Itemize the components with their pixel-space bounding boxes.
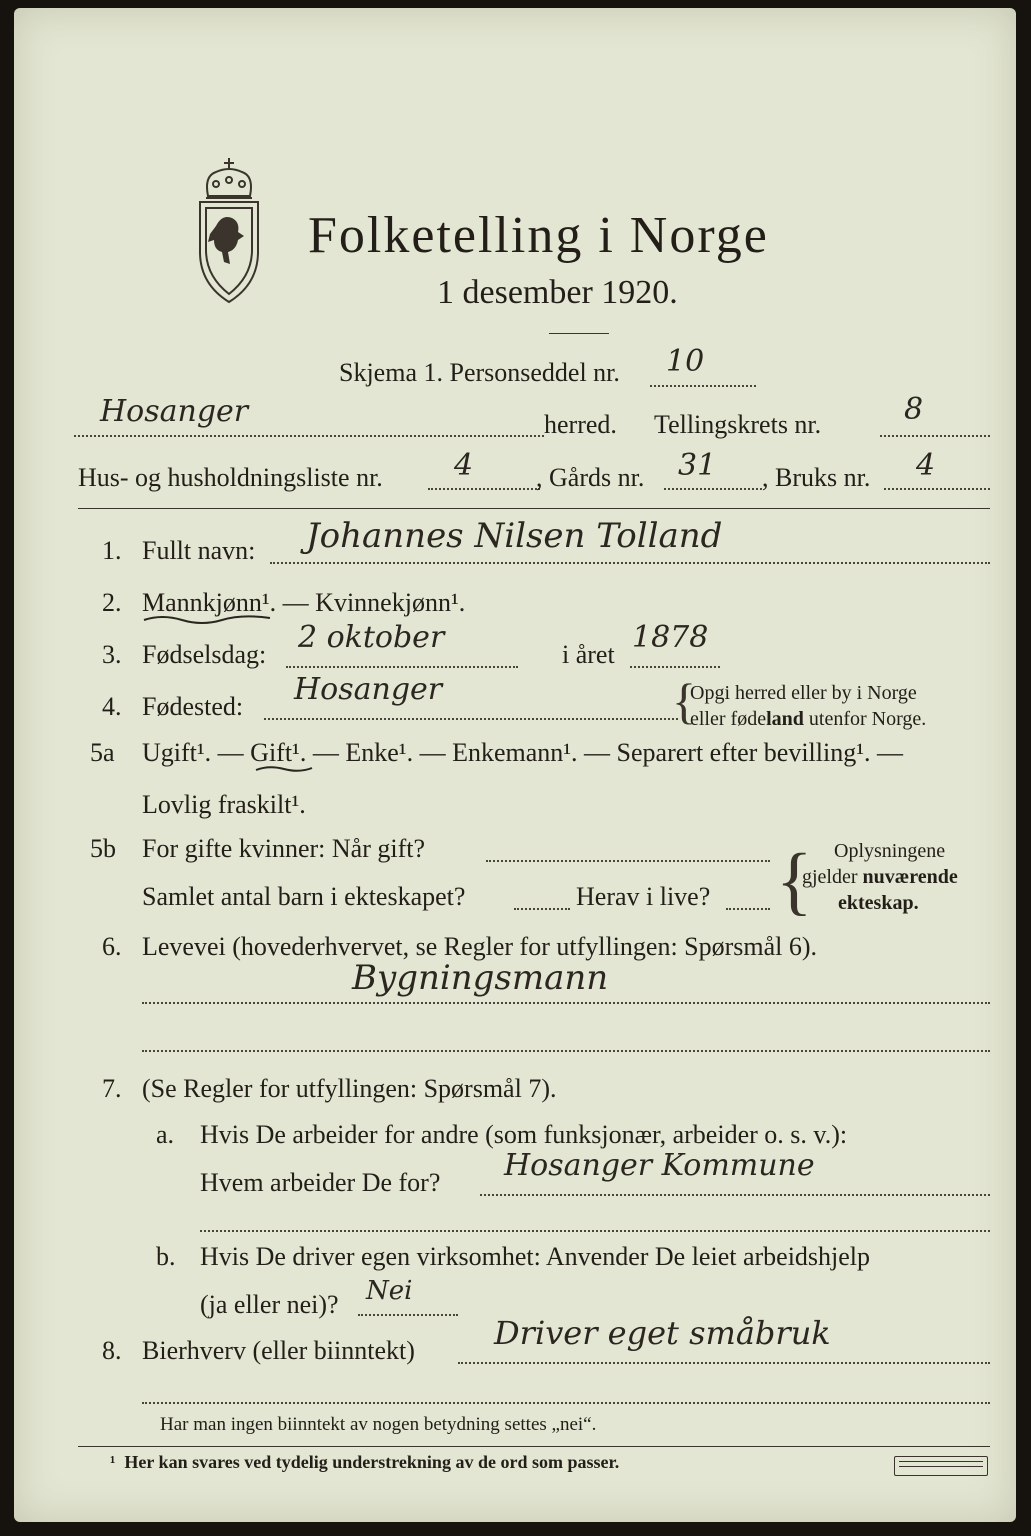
footnote: ¹ Her kan svares ved tydelig understrekning av de ord som passer. — [110, 1452, 620, 1472]
q7a-letter: a. — [156, 1120, 175, 1149]
q7-number: 7. — [102, 1074, 122, 1103]
skjema-label: Skjema 1. Personseddel nr. — [339, 358, 620, 387]
q7a-line1 — [480, 1194, 990, 1196]
bruks-line — [884, 488, 990, 490]
q4-brace: { — [672, 673, 696, 729]
q7b-label: Hvis De driver egen virksomhet: Anvender De leiet arbeidshjelp — [200, 1242, 871, 1271]
q7b-label2: (ja eller nei)? — [200, 1290, 339, 1319]
header-divider — [78, 508, 990, 509]
q1-number: 1. — [102, 536, 122, 565]
census-date: 1 desember 1920. — [437, 274, 678, 311]
hus-label: Hus- og husholdningsliste nr. — [78, 463, 383, 492]
q5b-number: 5b — [90, 834, 116, 863]
gift-underline-mark — [254, 764, 314, 774]
tellingskrets-label: Tellingskrets nr. — [654, 410, 822, 439]
q5a-label2: Lovlig fraskilt¹. — [142, 790, 306, 819]
herred-value[interactable]: Hosanger — [100, 394, 249, 429]
q4-label: Fødested: — [142, 692, 244, 721]
q6-line1 — [142, 1002, 990, 1004]
q7a-employer-value[interactable]: Hosanger Kommune — [504, 1148, 815, 1183]
q5b-married-line — [486, 860, 770, 862]
personseddel-number[interactable]: 10 — [666, 344, 705, 379]
q4-number: 4. — [102, 692, 122, 721]
q5b-note2: gjelder nuværende — [802, 866, 958, 888]
gards-value[interactable]: 31 — [678, 448, 717, 483]
footer-divider — [78, 1446, 990, 1447]
herred-label: herred. — [544, 410, 617, 439]
q8-label: Bierhverv (eller biinntekt) — [142, 1336, 415, 1365]
q3-year-label: i året — [562, 640, 615, 669]
herred-line — [74, 435, 544, 437]
q5b-label1: For gifte kvinner: Når gift? — [142, 834, 426, 863]
q3-birthday-value[interactable]: 2 oktober — [298, 620, 445, 655]
q5b-brace: { — [776, 839, 813, 923]
q6-line2 — [142, 1050, 990, 1052]
printer-stamp — [894, 1456, 988, 1476]
q8-number: 8. — [102, 1336, 122, 1365]
title-divider — [549, 333, 609, 334]
q5b-alive-line — [726, 908, 770, 910]
q5b-label3: Herav i live? — [576, 882, 711, 911]
q6-number: 6. — [102, 932, 122, 961]
q5a-label: Ugift¹. — Gift¹. — Enke¹. — Enkemann¹. — Separert efter bevilling¹. — — [142, 738, 904, 767]
q3-label: Fødselsdag: — [142, 640, 267, 669]
q3-year-value[interactable]: 1878 — [632, 620, 709, 655]
q7b-line — [358, 1314, 458, 1316]
q1-line — [270, 562, 990, 564]
q3-year-line — [630, 666, 720, 668]
q7a-line2 — [200, 1230, 990, 1232]
gards-line — [664, 488, 762, 490]
q7b-answer-value[interactable]: Nei — [366, 1276, 413, 1306]
q4-note-line1: Opgi herred eller by i Norge — [690, 682, 917, 704]
personseddel-line — [650, 385, 756, 387]
q8-line2 — [142, 1402, 990, 1404]
q3-number: 3. — [102, 640, 122, 669]
q8-side-income-value[interactable]: Driver eget småbruk — [494, 1314, 831, 1352]
hus-line — [428, 488, 540, 490]
q6-occupation-value[interactable]: Bygningsmann — [352, 958, 609, 998]
q5b-note3: ekteskap. — [838, 892, 919, 914]
q4-birthplace-value[interactable]: Hosanger — [294, 672, 443, 707]
q1-label: Fullt navn: — [142, 536, 256, 565]
mannkjonn-underline-mark — [142, 614, 272, 626]
q5a-number: 5a — [90, 738, 115, 767]
q7-label: (Se Regler for utfyllingen: Spørsmål 7). — [142, 1074, 557, 1103]
q4-line — [264, 718, 678, 720]
gards-label: , Gårds nr. — [536, 463, 645, 492]
bruks-value[interactable]: 4 — [916, 448, 936, 483]
q5b-note1: Oplysningene — [834, 840, 946, 862]
form-title: Folketelling i Norge — [308, 207, 769, 264]
q3-date-line — [286, 666, 518, 668]
q2-label: Mannkjønn¹. — Kvinnekjønn¹. — [142, 588, 466, 617]
q6-label: Levevei (hovederhvervet, se Regler for utfyllingen: Spørsmål 6). — [142, 932, 818, 961]
q7b-letter: b. — [156, 1242, 176, 1271]
q5b-children-line — [514, 908, 570, 910]
norway-coat-of-arms-icon — [186, 156, 272, 308]
q4-note-line2: eller fødeland utenfor Norge. — [690, 708, 927, 730]
footer-note: Har man ingen biinntekt av nogen betydning settes „nei“. — [160, 1414, 597, 1435]
census-form-page — [14, 8, 1016, 1522]
q1-fullname-value[interactable]: Johannes Nilsen Tolland — [306, 516, 723, 556]
tellingskrets-value[interactable]: 8 — [904, 392, 924, 427]
tellingskrets-line — [880, 435, 990, 437]
q5b-label2: Samlet antal barn i ekteskapet? — [142, 882, 466, 911]
hus-value[interactable]: 4 — [454, 448, 474, 483]
q8-line1 — [458, 1362, 990, 1364]
q2-number: 2. — [102, 588, 122, 617]
bruks-label: , Bruks nr. — [762, 463, 871, 492]
q7a-label2: Hvem arbeider De for? — [200, 1168, 441, 1197]
q7a-label: Hvis De arbeider for andre (som funksjonær, arbeider o. s. v.): — [200, 1120, 848, 1149]
